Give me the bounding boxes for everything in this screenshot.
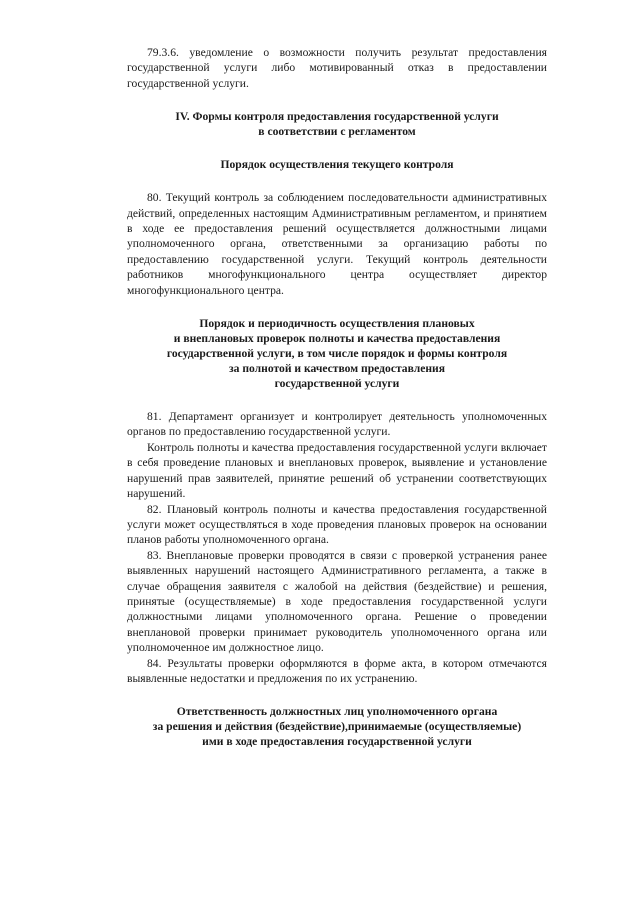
paragraph-82: 82. Плановый контроль полноты и качества предоставления государственной услуги может осуществляться в ходе проведения плановых проверок на основании планов работы уполномоченного органа.: [127, 502, 547, 547]
inspections-title-line2: и внеплановых проверок полноты и качества предоставления: [173, 332, 501, 346]
item-79-3-6: 79.3.6. уведомление о возможности получить результат предоставления государственной услуги либо мотивированный отказ в предоставлении государственной услуги.: [127, 46, 547, 90]
inspections-title-line3: государственной услуги, в том числе порядок и формы контроля: [166, 347, 508, 361]
spacer: [127, 172, 547, 190]
paragraph-80: 80. Текущий контроль за соблюдением последовательности административных действий, определенных настоящим Административным регламентом, и принятием в ходе ее предоставления решений осуществляется должностными лицами уполномоченного органа, ответственными за организацию работы по предоставлению государственной услуги. Текущий контроль деятельности работников многофункционального центра осуществляет директор многофункционального центра.: [127, 191, 547, 297]
spacer: [127, 139, 547, 157]
responsibility-title-line1: Ответственность должностных лиц уполномоченного органа: [176, 705, 498, 719]
paragraph-81-continued: Контроль полноты и качества предоставления государственной услуги включает в себя проведение плановых и внеплановых проверок, выявление и установление нарушений прав заявителей, принятие решений об устранении соответствующих нарушений.: [127, 440, 547, 501]
paragraph-83: 83. Внеплановые проверки проводятся в связи с проверкой устранения ранее выявленных нарушений настоящего Административного регламента, а также в случае обращения заявителя с жалобой на действия (бездействие) и решения, принятые (осуществляемые) в ходе предоставления государственной услуги должностными лицами уполномоченного органа. Решение о проведении внеплановой проверки принимает руководитель уполномоченного органа или уполномоченное им должностное лицо.: [127, 548, 547, 655]
responsibility-title-line3: ими в ходе предоставления государственной услуги: [202, 735, 472, 749]
section-iv-title-line2: в соответствии с регламентом: [258, 125, 416, 139]
document-body: [127, 45, 547, 749]
spacer: [127, 298, 547, 316]
inspections-title-line5: государственной услуги: [274, 377, 400, 391]
responsibility-title: [127, 704, 547, 749]
paragraph-81: 81. Департамент организует и контролирует деятельность уполномоченных органов по предоставлению государственной услуги.: [127, 410, 547, 439]
spacer: [127, 391, 547, 409]
responsibility-title-line2: за решения и действия (бездействие),принимаемые (осуществляемые): [152, 720, 522, 734]
inspections-title-line1: Порядок и периодичность осуществления плановых: [199, 317, 475, 331]
spacer: [127, 91, 547, 109]
paragraph-84: 84. Результаты проверки оформляются в форме акта, в котором отмечаются выявленные недостатки и предложения по их устранению.: [127, 656, 547, 685]
inspections-title: [127, 316, 547, 391]
spacer: [127, 686, 547, 704]
section-iv-title-line1: IV. Формы контроля предоставления государственной услуги: [175, 110, 499, 124]
inspections-title-line4: за полнотой и качеством предоставления: [228, 362, 445, 376]
section-iv-title: [127, 109, 547, 139]
current-control-title: Порядок осуществления текущего контроля: [220, 158, 454, 172]
